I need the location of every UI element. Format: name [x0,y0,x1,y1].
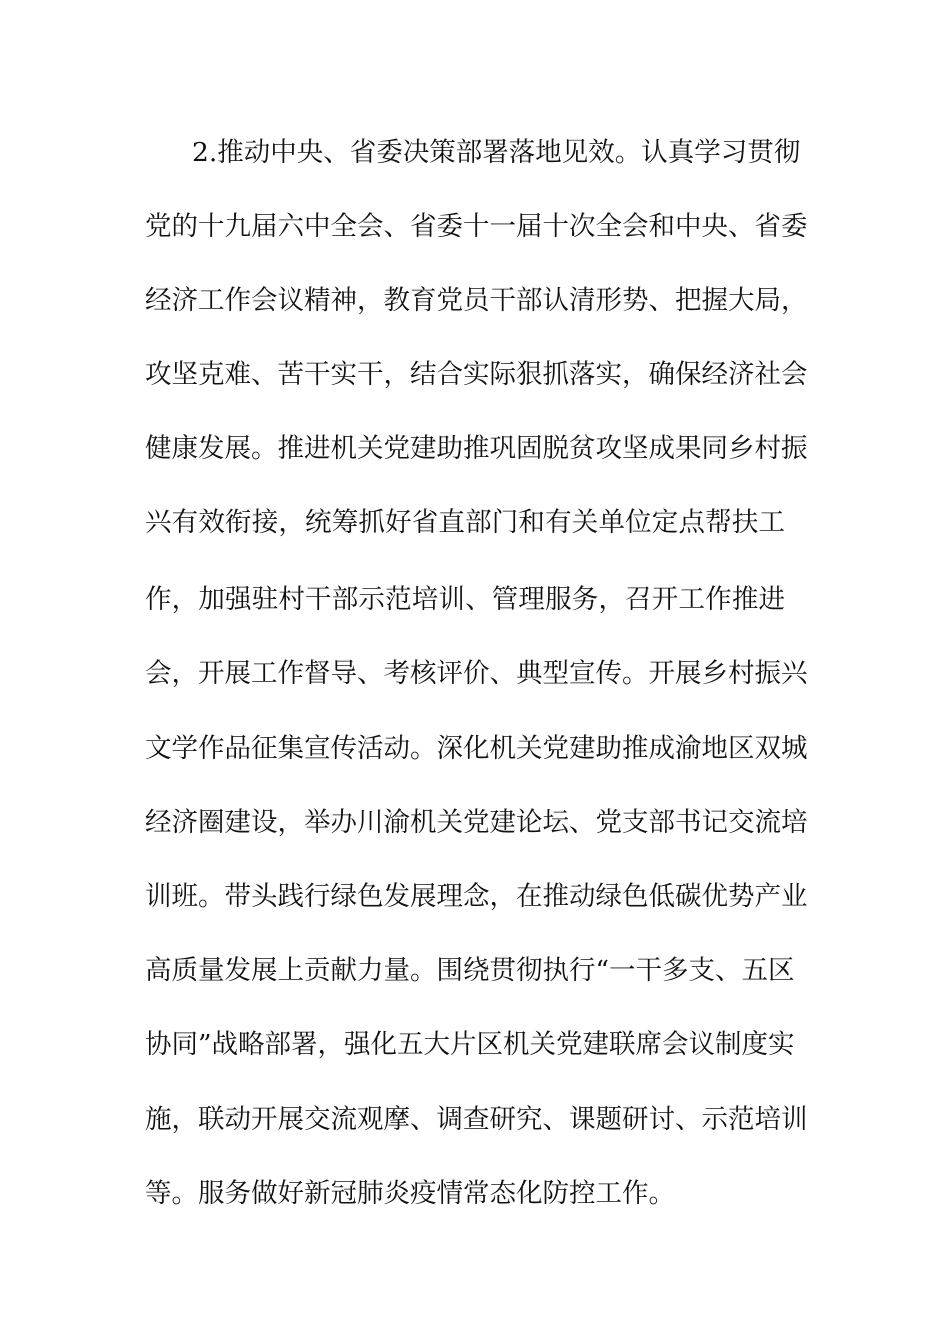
paragraph-line: 协同”战略部署，强化五大片区机关党建联席会议制度实 [145,1029,795,1060]
paragraph-line: 党的十九届六中全会、省委十一届十次全会和中央、省委 [145,211,808,242]
paragraph-line: 文学作品征集宣传活动。深化机关党建助推成渝地区双城 [145,733,808,764]
paragraph-line: 攻坚克难、苦干实干，结合实际狠抓落实，确保经济社会 [145,359,808,390]
paragraph-line: 经济工作会议精神，教育党员干部认清形势、把握大局， [145,285,808,316]
paragraph-line: 经济圈建设，举办川渝机关党建论坛、党支部书记交流培 [145,807,808,838]
paragraph-line: 兴有效衔接，统筹抓好省直部门和有关单位定点帮扶工 [145,507,785,538]
paragraph-line: 作，加强驻村干部示范培训、管理服务，召开工作推进 [145,584,785,615]
paragraph-line: 施，联动开展交流观摩、调查研究、课题研讨、示范培训 [145,1104,808,1135]
paragraph-line: 2.推动中央、省委决策部署落地见效。认真学习贯彻 [192,137,801,168]
paragraph-line: 健康发展。推进机关党建助推巩固脱贫攻坚成果同乡村振 [145,433,808,464]
paragraph-line: 训班。带头践行绿色发展理念，在推动绿色低碳优势产业 [145,881,808,912]
paragraph-line: 会，开展工作督导、考核评价、典型宣传。开展乡村振兴 [145,658,808,689]
paragraph-line: 高质量发展上贡献力量。围绕贯彻执行“一干多支、五区 [145,955,795,986]
paragraph-line: 等。服务做好新冠肺炎疫情常态化防控工作。 [145,1178,675,1209]
